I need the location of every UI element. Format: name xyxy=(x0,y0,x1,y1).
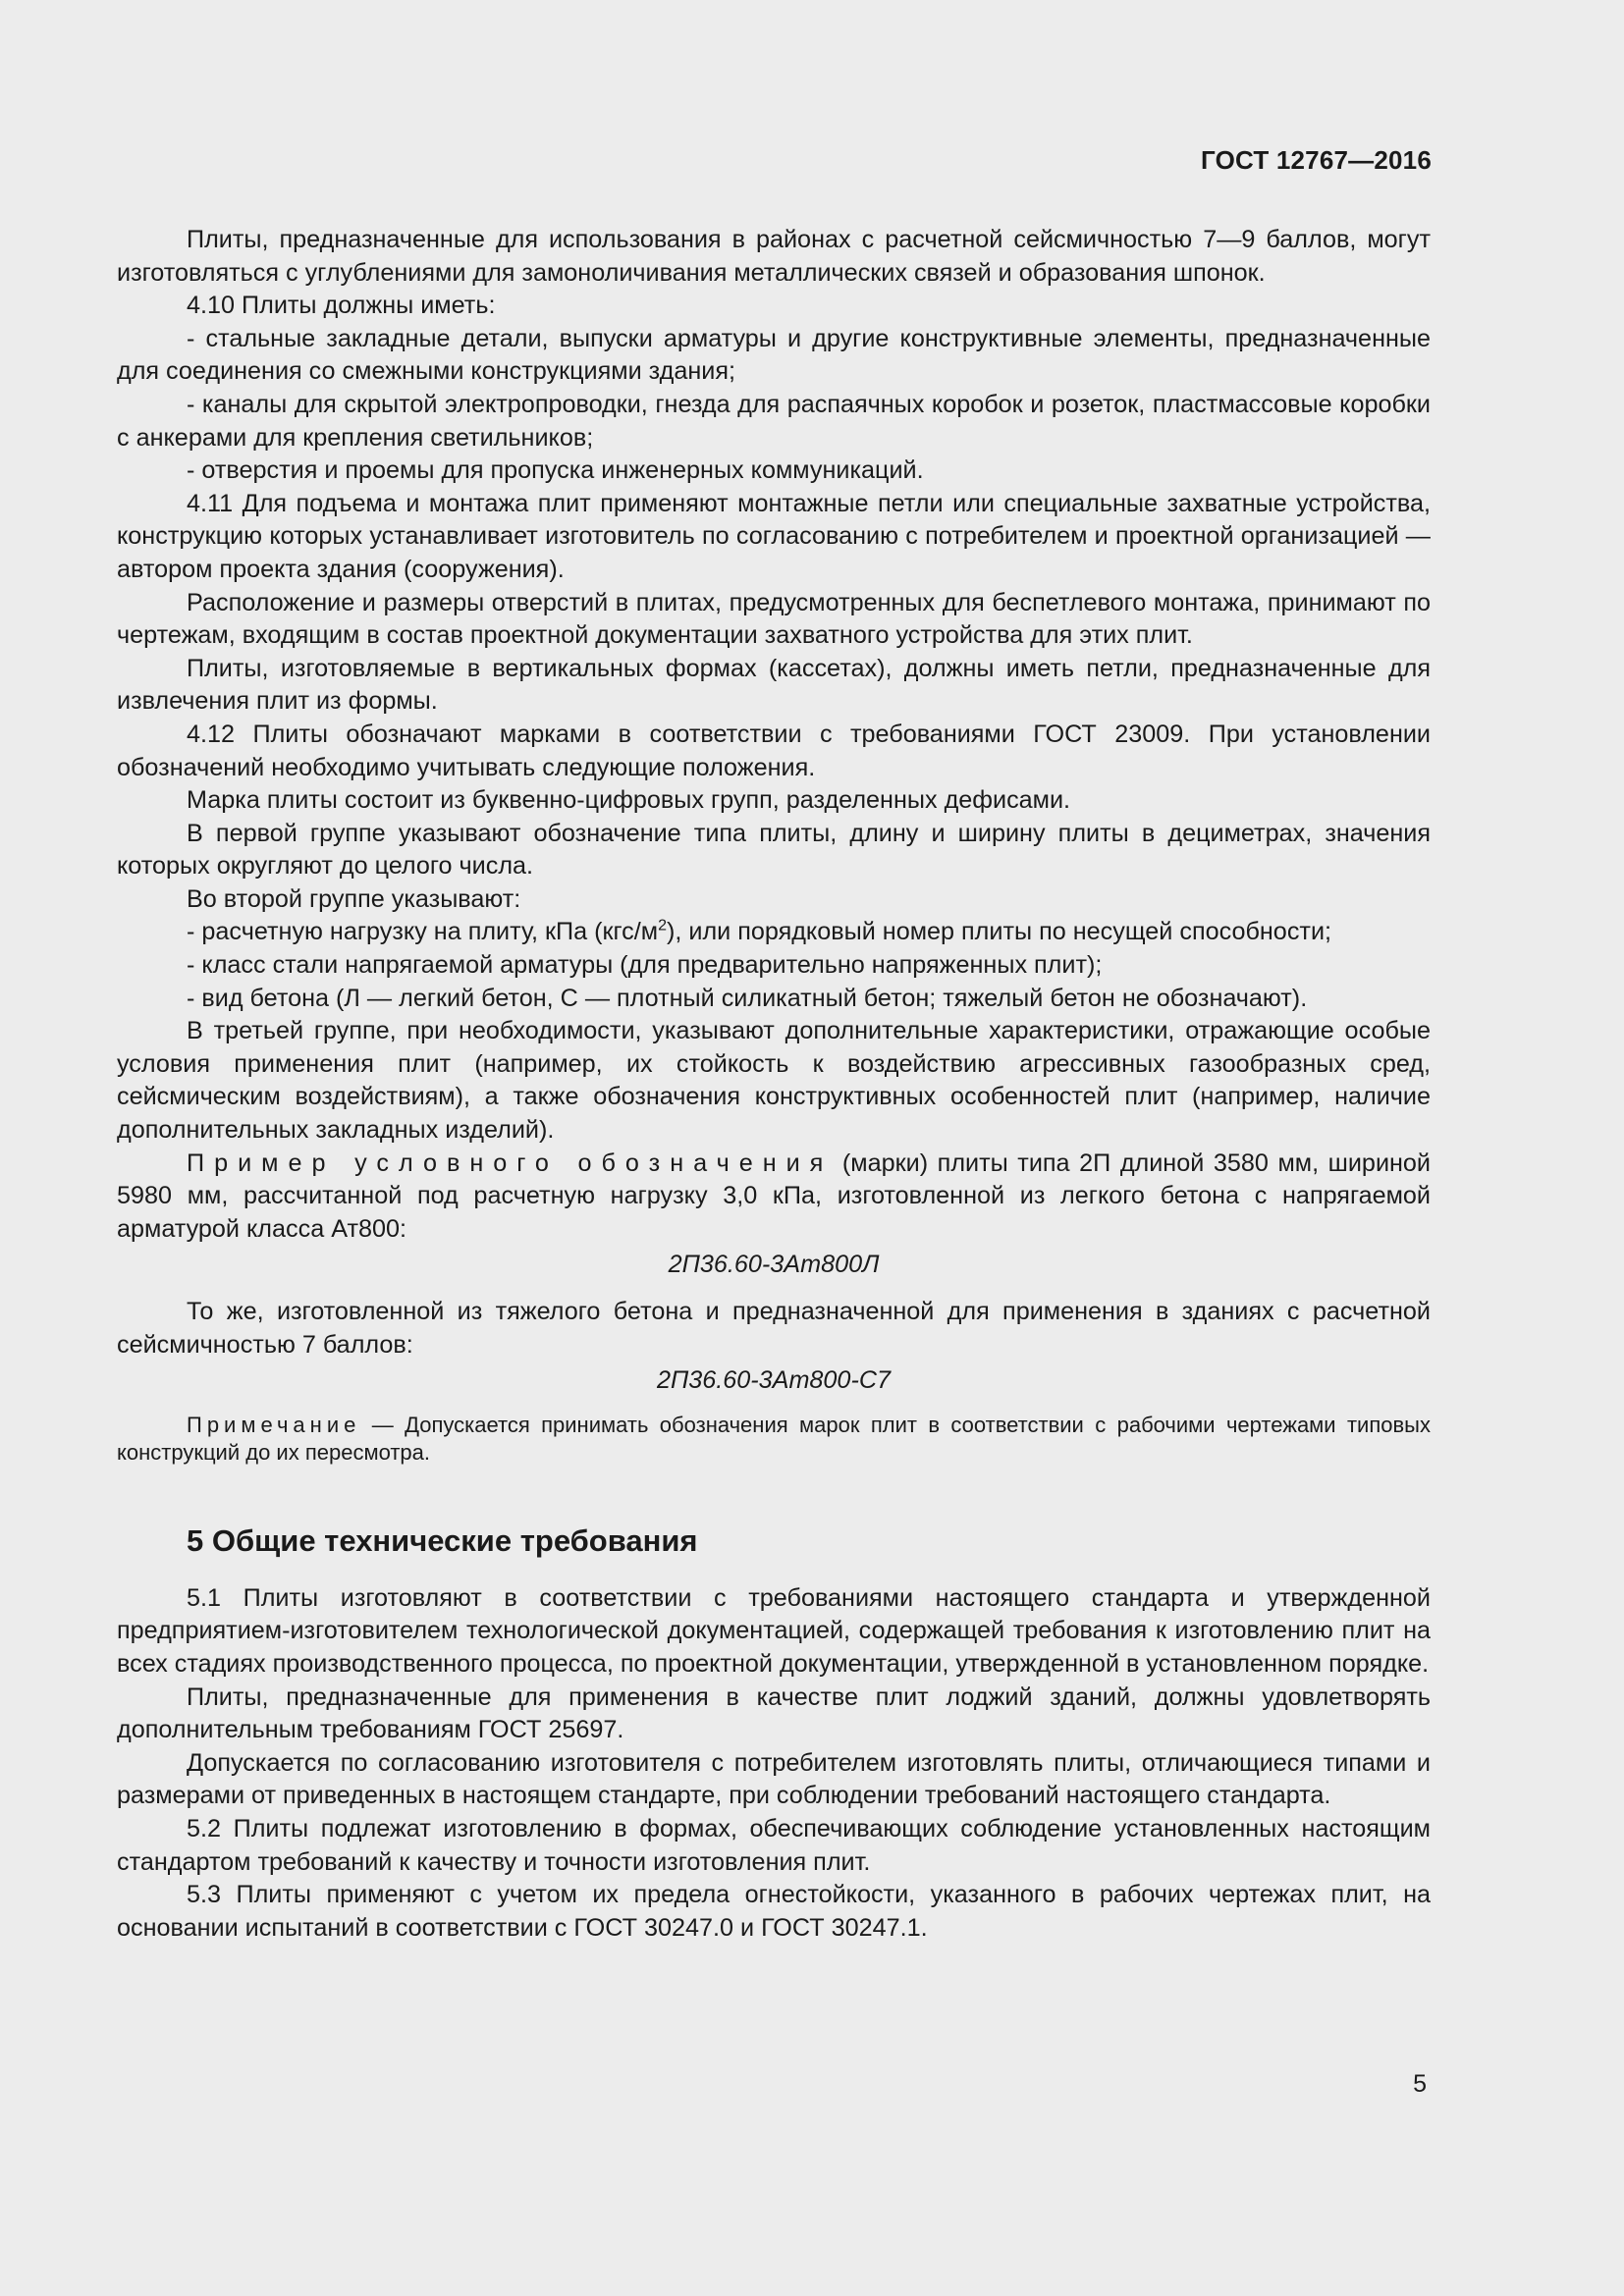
paragraph-cassette: Плиты, изготовляемые в вертикальных формах (кассетах), должны иметь петли, предназначенные для извлечения плит из формы. xyxy=(117,654,1431,716)
clause-4-12: 4.12 Плиты обозначают марками в соответствии с требованиями ГОСТ 23009. При установлении обозначений необходимо учитывать следующие положения. xyxy=(117,720,1431,781)
designation-formula-1: 2П36.60-3Ат800Л xyxy=(668,1251,880,1279)
page-number: 5 xyxy=(1413,2070,1427,2098)
group2-item-steel: - класс стали напрягаемой арматуры (для предварительно напряженных плит); xyxy=(187,951,1103,980)
example-text: (марки) плиты типа 2П длиной 3580 мм, шириной 5980 мм, рассчитанной под расчетную нагрузку 3,0 кПа, изготовленной из легкого бетона с напрягаемой арматурой класса Ат800: xyxy=(117,1148,1431,1243)
document-id-header: ГОСТ 12767—2016 xyxy=(1201,145,1432,175)
example-paragraph xyxy=(117,1148,1431,1247)
note-paragraph xyxy=(117,1412,1431,1467)
section-5-heading: 5 Общие технические требования xyxy=(187,1522,698,1558)
group2-item-concrete: - вид бетона (Л — легкий бетон, С — плотный силикатный бетон; тяжелый бетон не обозначают). xyxy=(187,984,1308,1012)
designation-formula-2: 2П36.60-3Ат800-С7 xyxy=(656,1366,892,1395)
clause-5-3: 5.3 Плиты применяют с учетом их предела огнестойкости, указанного в рабочих чертежах плит, на основании испытаний в соответствии с ГОСТ 30247.0 и ГОСТ 30247.1. xyxy=(117,1881,1431,1942)
paragraph-seismic: Плиты, предназначенные для использования в районах с расчетной сейсмичностью 7—9 баллов, могут изготовляться с углублениями для замоноличивания металлических связей и образования шпонок. xyxy=(117,226,1431,287)
load-text-pre: - расчетную нагрузку на плиту, кПа (кгс/м xyxy=(187,918,659,946)
superscript-2: 2 xyxy=(658,918,667,935)
clause-5-2: 5.2 Плиты подлежат изготовлению в формах, обеспечивающих соблюдение установленных настоящим стандартом требований к качеству и точности изготовления плит. xyxy=(117,1814,1431,1876)
example2-paragraph: То же, изготовленной из тяжелого бетона и предназначенной для применения в зданиях с расчетной сейсмичностью 7 баллов: xyxy=(117,1298,1431,1359)
paragraph-mark: Марка плиты состоит из буквенно-цифровых групп, разделенных дефисами. xyxy=(187,786,1071,815)
note-label: Примечание xyxy=(187,1412,361,1437)
document-body xyxy=(117,224,1431,1945)
clause-5-1: 5.1 Плиты изготовляют в соответствии с требованиями настоящего стандарта и утвержденной предприятием-изготовителем технологической документацией, содержащей требования к изготовлению плит на всех стадиях производственного процесса, по проектной документации, утвержденной в установленном порядке. xyxy=(117,1583,1431,1678)
paragraph-group3: В третьей группе, при необходимости, указывают дополнительные характеристики, отражающие особые условия применения плит (например, их стойкость к воздействию агрессивных газообразных сред, сейсмическим воздействиям), а также обозначения конструктивных особенностей плит (например, наличие дополнительных закладных изделий). xyxy=(117,1017,1431,1145)
group2-item-load xyxy=(117,916,1431,949)
clause-4-10-item: - отверстия и проемы для пропуска инженерных коммуникаций. xyxy=(187,456,924,485)
paragraph-loggia: Плиты, предназначенные для применения в качестве плит лоджий зданий, должны удовлетворять дополнительным требованиям ГОСТ 25697. xyxy=(117,1682,1431,1744)
paragraph-group2: Во второй группе указывают: xyxy=(187,884,521,913)
paragraph-group1: В первой группе указывают обозначение типа плиты, длину и ширину плиты в дециметрах, значения которых округляют до целого числа. xyxy=(117,819,1431,881)
clause-4-10-title: 4.10 Плиты должны иметь: xyxy=(187,292,496,320)
clause-4-11: 4.11 Для подъема и монтажа плит применяют монтажные петли или специальные захватные устройства, конструкцию которых устанавливает изготовитель по согласованию с потребителем и проектной организацией — автором проекта здания (сооружения). xyxy=(117,489,1431,583)
load-text-post: ), или порядковый номер плиты по несущей способности; xyxy=(667,918,1332,946)
clause-4-10-item: - стальные закладные детали, выпуски арматуры и другие конструктивные элементы, предназначенные для соединения со смежными конструкциями здания; xyxy=(117,324,1431,386)
example-label: Пример условного обозначения xyxy=(187,1148,834,1177)
paragraph-allowed: Допускается по согласованию изготовителя с потребителем изготовлять плиты, отличающиеся типами и размерами от приведенных в настоящем стандарте, при соблюдении требований настоящего стандарта. xyxy=(117,1748,1431,1810)
note-text: — Допускается принимать обозначения марок плит в соответствии с рабочими чертежами типовых конструкций до их пересмотра. xyxy=(117,1412,1431,1465)
paragraph-holes: Расположение и размеры отверстий в плитах, предусмотренных для беспетлевого монтажа, принимают по чертежам, входящим в состав проектной документации захватного устройства для этих плит. xyxy=(117,588,1431,650)
clause-4-10-item: - каналы для скрытой электропроводки, гнезда для распаячных коробок и розеток, пластмассовые коробки с анкерами для крепления светильников; xyxy=(117,390,1431,452)
